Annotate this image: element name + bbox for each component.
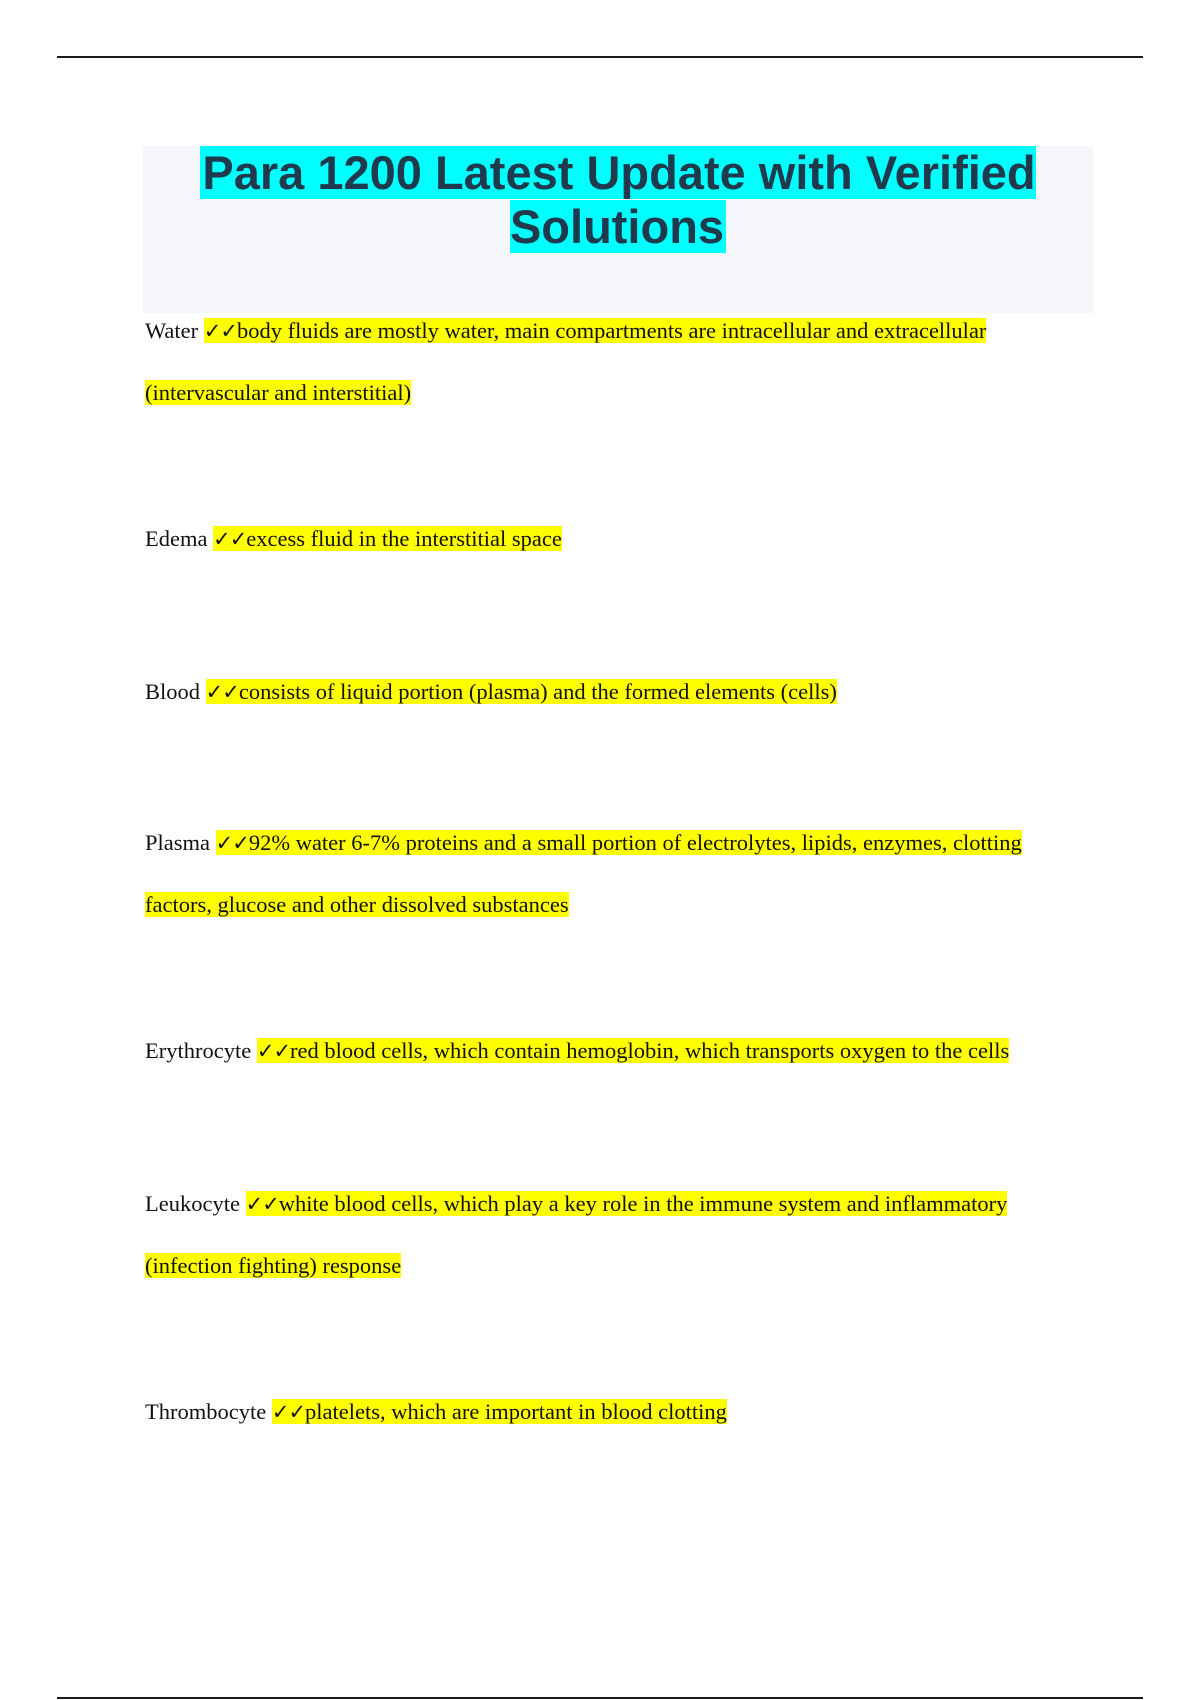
entry-definition	[145, 830, 1022, 917]
entry-definition	[145, 318, 986, 405]
entry-definition	[257, 1038, 1009, 1063]
document-title-text: Para 1200 Latest Update with Verified Solutions	[202, 146, 1036, 253]
check-icon: ✓✓	[203, 319, 237, 343]
top-rule	[57, 56, 1143, 58]
entry-definition-text: consists of liquid portion (plasma) and the formed elements (cells)	[238, 679, 837, 704]
check-icon: ✓✓	[245, 1192, 279, 1216]
entry-erythrocyte	[145, 1020, 1085, 1082]
entry-term: Plasma	[145, 830, 210, 855]
entry-term: Water	[145, 318, 199, 343]
document-title	[143, 146, 1093, 254]
entry-definition-text: red blood cells, which contain hemoglobin, which transports oxygen to the cells	[290, 1038, 1010, 1063]
entry-definition-text: white blood cells, which play a key role in the immune system and inflammatory (infection fighting) response	[145, 1191, 1008, 1278]
bottom-rule	[57, 1697, 1143, 1699]
entry-term: Blood	[145, 679, 201, 704]
entry-term: Erythrocyte	[145, 1038, 252, 1063]
check-icon: ✓✓	[205, 680, 239, 704]
entry-definition	[272, 1399, 727, 1424]
check-icon: ✓✓	[213, 527, 247, 551]
entry-definition	[145, 1191, 1007, 1278]
entry-thrombocyte	[145, 1381, 1085, 1443]
entry-plasma	[145, 812, 1085, 935]
entry-definition	[213, 526, 562, 551]
entry-blood	[145, 661, 1085, 723]
entry-definition-text: platelets, which are important in blood clotting	[305, 1399, 727, 1424]
entry-definition-text: body fluids are mostly water, main compartments are intracellular and extracellular (intervascular and interstitial)	[145, 318, 987, 405]
check-icon: ✓✓	[271, 1400, 306, 1424]
entry-definition-text: excess fluid in the interstitial space	[246, 526, 562, 551]
entry-edema	[145, 508, 1085, 570]
entry-term: Leukocyte	[145, 1191, 240, 1216]
check-icon: ✓✓	[256, 1039, 291, 1063]
entry-water	[145, 300, 1085, 423]
entry-definition	[206, 679, 837, 704]
entry-term: Thrombocyte	[145, 1399, 267, 1424]
check-icon: ✓✓	[215, 831, 249, 855]
entry-definition-text: 92% water 6-7% proteins and a small portion of electrolytes, lipids, enzymes, clotting factors, glucose and other dissolved substances	[145, 830, 1022, 917]
entry-leukocyte	[145, 1173, 1085, 1296]
title-box	[143, 146, 1093, 313]
entry-term: Edema	[145, 526, 208, 551]
